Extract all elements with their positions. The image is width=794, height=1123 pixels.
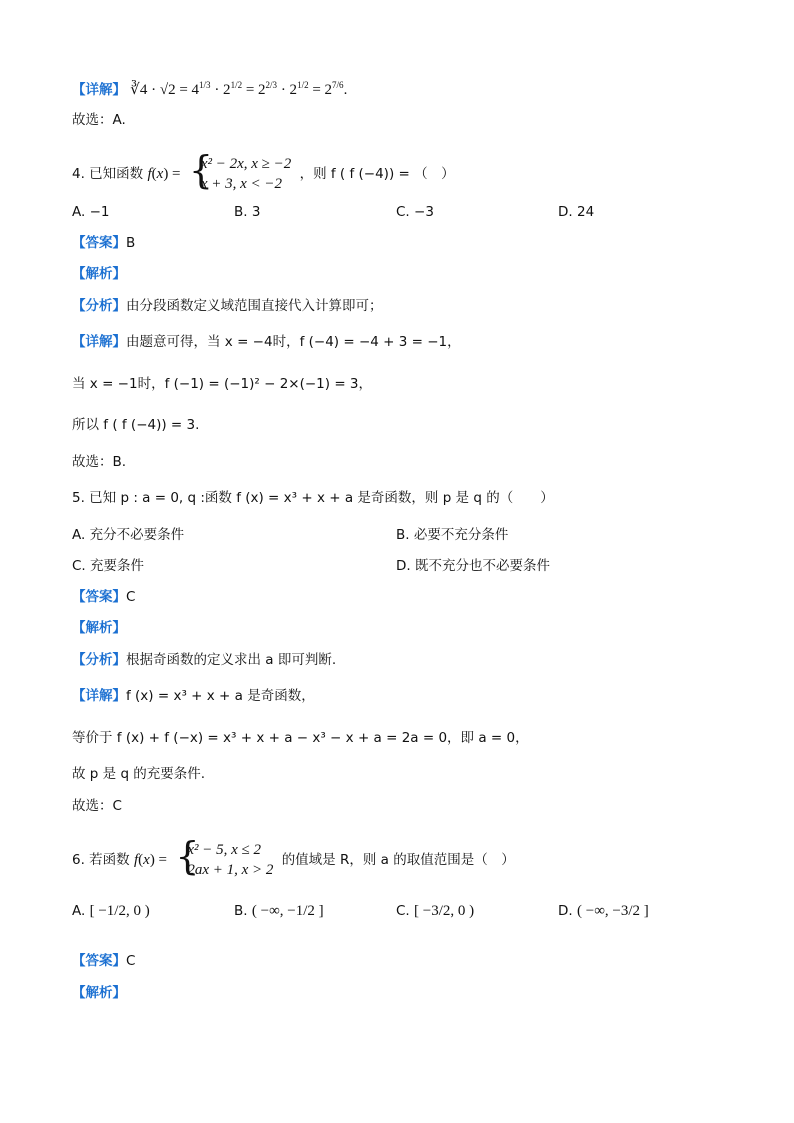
q4-option-d: D. 24: [558, 204, 595, 220]
question-6-stem: 6. 若函数 f(x) = { x² − 5, x ≤ 2 2ax + 1, x > 2 的值域是 R，则 a 的取值范围是（ ）: [72, 834, 515, 878]
q4-detail-line-3: 所以 f ( f (−4)) = 3.: [72, 417, 200, 433]
q4-option-c: C. −3: [396, 204, 434, 220]
detail-tag: 【详解】: [72, 82, 126, 98]
q5-detail-line-2: 等价于 f (x) + f (−x) = x³ + x + a − x³ − x + a = 2a = 0，即 a = 0，: [72, 730, 529, 746]
detail-formula: ∛4 · $√2 = 4^{1/3} \cdot 2^{1/2} = 2^{2/3} \cdot 2^{1/2} = 2^{7/6}$.: [130, 80, 348, 98]
q6-analysis-heading: 【解析】: [72, 985, 126, 1001]
question-4-stem: 4. 已知函数 f(x) = { x² − 2x, x ≥ −2 x + 3, x < −2 ，则 f ( f (−4)) = （ ）: [72, 148, 455, 192]
q4-select: 故选：B.: [72, 454, 127, 470]
q5-analysis: 【分析】根据奇函数的定义求出 a 即可判断.: [72, 652, 337, 668]
q4-option-a: A. −1: [72, 204, 110, 220]
q5-detail: 【详解】f (x) = x³ + x + a 是奇函数，: [72, 688, 315, 704]
detail-line-1: [72, 76, 347, 99]
q6-option-a: A. [ −1/2, 0 ): [72, 903, 150, 919]
q4-answer: 【答案】B: [72, 235, 136, 251]
piecewise-function: { x² − 5, x ≤ 2 2ax + 1, x > 2: [175, 834, 274, 878]
q5-answer: 【答案】C: [72, 589, 136, 605]
q5-detail-line-3: 故 p 是 q 的充要条件.: [72, 766, 206, 782]
q4-analysis-heading: 【解析】: [72, 266, 126, 282]
piecewise-function: { x² − 2x, x ≥ −2 x + 3, x < −2: [188, 148, 292, 192]
q4-analysis: 【分析】由分段函数定义域范围直接代入计算即可；: [72, 298, 383, 314]
q4-detail-line-2: 当 x = −1时，f (−1) = (−1)² − 2×(−1) = 3，: [72, 376, 373, 392]
q6-option-c: C. [ −3/2, 0 ): [396, 903, 475, 919]
question-5-stem: 5. 已知 p : a = 0, q :函数 f (x) = x³ + x + a 是奇函数，则 p 是 q 的（ ）: [72, 490, 554, 506]
q4-option-b: B. 3: [234, 204, 261, 220]
q6-option-d: D. ( −∞, −3/2 ]: [558, 903, 649, 919]
q5-option-b: B. 必要不充分条件: [396, 527, 509, 543]
answer-select-line: 故选：A.: [72, 112, 126, 128]
q5-option-c: C. 充要条件: [72, 558, 145, 574]
q4-detail: 【详解】由题意可得，当 x = −4时，f (−4) = −4 + 3 = −1，: [72, 334, 461, 350]
q5-analysis-heading: 【解析】: [72, 620, 126, 636]
q6-option-b: B. ( −∞, −1/2 ]: [234, 903, 324, 919]
q5-option-a: A. 充分不必要条件: [72, 527, 185, 543]
q5-option-d: D. 既不充分也不必要条件: [396, 558, 550, 574]
q6-answer: 【答案】C: [72, 953, 136, 969]
q5-select: 故选：C: [72, 798, 122, 814]
